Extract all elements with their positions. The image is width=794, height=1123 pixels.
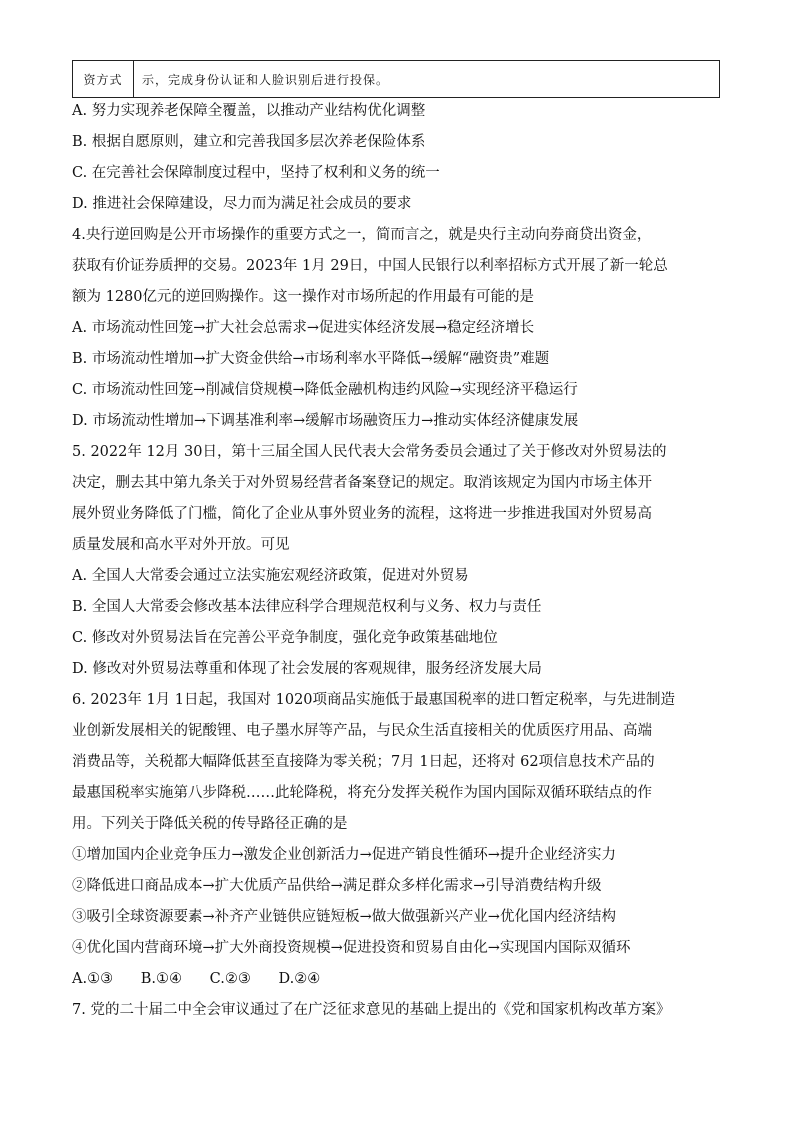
option-line: B. 市场流动性增加→扩大资金供给→市场利率水平降低→缓解“融资贵”难题 [72, 351, 550, 367]
question-text-line: 获取有价证券质押的交易。2023年 1月 29日，中国人民银行以利率招标方式开展了新一轮总 [72, 258, 668, 274]
question-text-line: 展外贸业务降低了门槛，简化了企业从事外贸业务的流程，这将进一步推进我国对外贸易高 [72, 506, 652, 522]
statement-line: ②降低进口商品成本→扩大优质产品供给→满足群众多样化需求→引导消费结构升级 [72, 878, 602, 894]
question-text-line: 质量发展和高水平对外开放。可见 [72, 537, 290, 553]
question-text-line: 7. 党的二十届二中全会审议通过了在广泛征求意见的基础上提出的《党和国家机构改革方案》 [72, 1002, 671, 1018]
question-text-line: 最惠国税率实施第八步降税……此轮降税，将充分发挥关税作为国内国际双循环联结点的作 [72, 785, 652, 801]
option-line: A. 全国人大常委会通过立法实施宏观经济政策，促进对外贸易 [72, 568, 469, 584]
option-line: D. 市场流动性增加→下调基准利率→缓解市场融资压力→推动实体经济健康发展 [72, 413, 579, 429]
table-label-cell: 资方式 [73, 61, 134, 97]
option-line: C. 在完善社会保障制度过程中，坚持了权利和义务的统一 [72, 165, 440, 181]
statement-line: ③吸引全球资源要素→补齐产业链供应链短板→做大做强新兴产业→优化国内经济结构 [72, 909, 616, 925]
statement-line: ④优化国内营商环境→扩大外商投资规模→促进投资和贸易自由化→实现国内国际双循环 [72, 940, 631, 956]
option-line: D. 修改对外贸易法尊重和体现了社会发展的客观规律，服务经济发展大局 [72, 661, 542, 677]
question-text-line: 4.央行逆回购是公开市场操作的重要方式之一，简而言之，就是央行主动向券商贷出资金， [72, 227, 652, 243]
question-text-line: 决定，删去其中第九条关于对外贸易经营者备案登记的规定。取消该规定为国内市场主体开 [72, 475, 652, 491]
option-line: A. 努力实现养老保障全覆盖，以推动产业结构优化调整 [72, 103, 426, 119]
info-table-row [72, 60, 720, 98]
question-text-line: 消费品等，关税都大幅降低甚至直接降为零关税；7月 1日起，还将对 62项信息技术产品的 [72, 754, 655, 770]
question-text-line: 5. 2022年 12月 30日，第十三届全国人民代表大会常务委员会通过了关于修改对外贸易法的 [72, 444, 667, 460]
option-line: C. 市场流动性回笼→削减信贷规模→降低金融机构违约风险→实现经济平稳运行 [72, 382, 578, 398]
option-line: D. 推进社会保障建设，尽力而为满足社会成员的要求 [72, 196, 412, 212]
option-line: B. 根据自愿原则，建立和完善我国多层次养老保险体系 [72, 134, 426, 150]
question-text-line: 额为 1280亿元的逆回购操作。这一操作对市场所起的作用最有可能的是 [72, 289, 535, 305]
statement-line: ①增加国内企业竞争压力→激发企业创新活力→促进产销良性循环→提升企业经济实力 [72, 847, 616, 863]
question-text-line: 6. 2023年 1月 1日起，我国对 1020项商品实施低于最惠国税率的进口暂定税率，与先进制造 [72, 692, 676, 708]
option-line: B. 全国人大常委会修改基本法律应科学合理规范权利与义务、权力与责任 [72, 599, 542, 615]
option-line: C. 修改对外贸易法旨在完善公平竞争制度，强化竞争政策基础地位 [72, 630, 498, 646]
question-text-line: 用。下列关于降低关税的传导路径正确的是 [72, 816, 348, 832]
answer-choices-line: A.①③ B.①④ C.②③ D.②④ [72, 971, 321, 987]
question-text-line: 业创新发展相关的铌酸锂、电子墨水屏等产品，与民众生活直接相关的优质医疗用品、高端 [72, 723, 652, 739]
option-line: A. 市场流动性回笼→扩大社会总需求→促进实体经济发展→稳定经济增长 [72, 320, 535, 336]
table-text-cell: 示，完成身份认证和人脸识别后进行投保。 [142, 72, 390, 87]
